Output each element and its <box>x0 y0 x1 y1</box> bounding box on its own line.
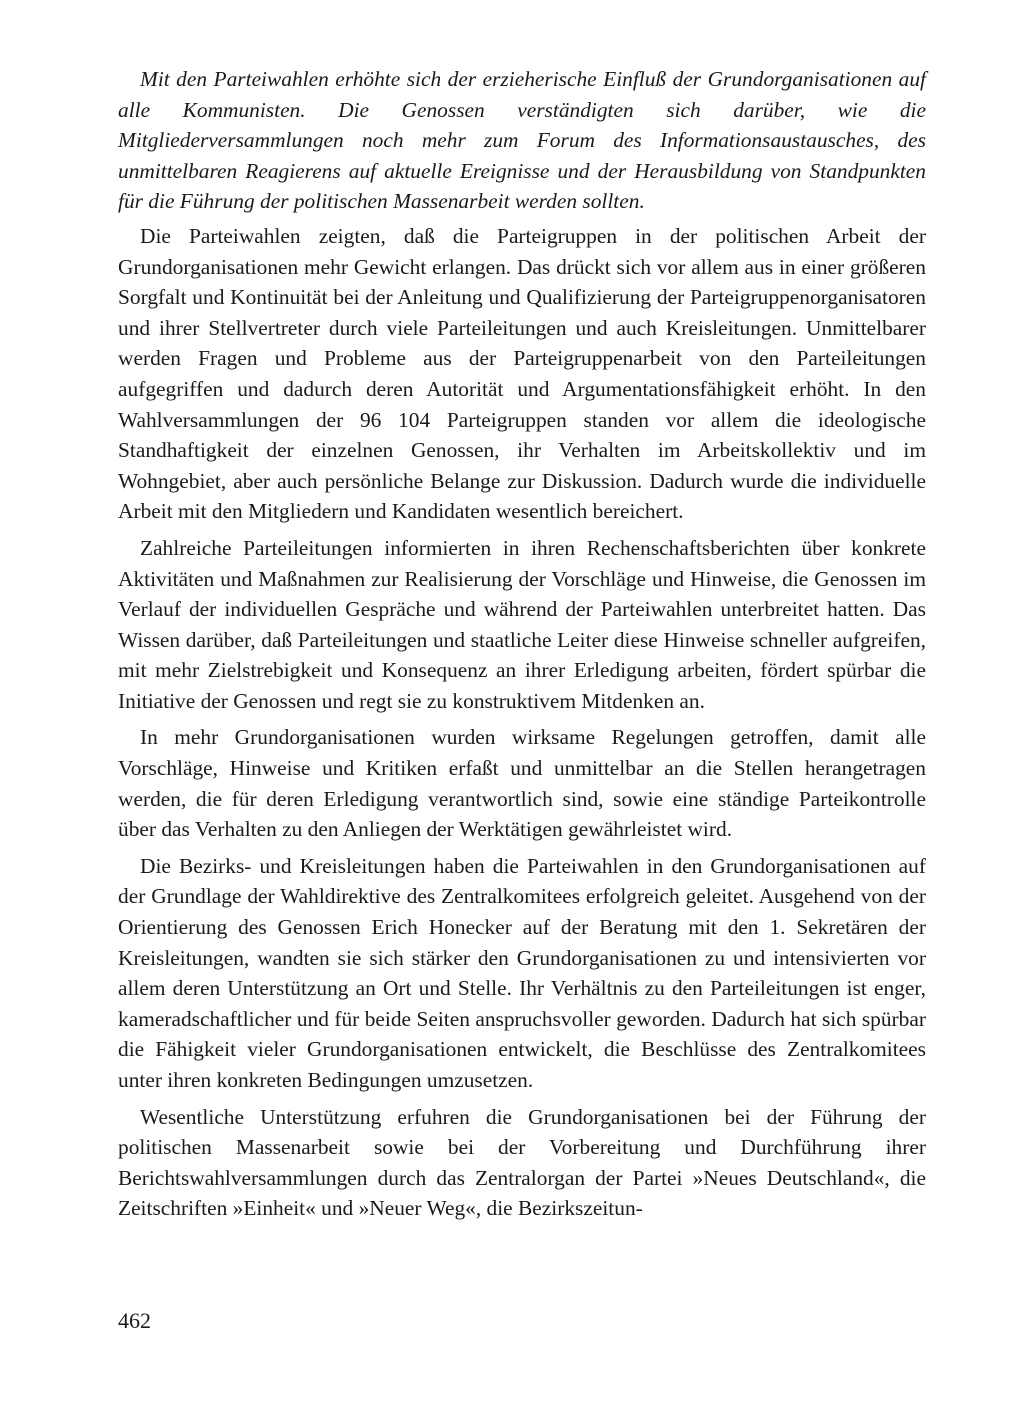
page-number: 462 <box>118 1308 151 1333</box>
paragraph-parteigruppen: Die Parteiwahlen zeigten, daß die Parteigruppen in der politischen Arbeit der Grundorganisationen mehr Gewicht erlangen. Das drückt sich vor allem aus in einer größeren Sorgfalt und Kontinuität bei der Anleitung und Qualifizierung der Parteigruppenorganisatoren und ihrer Stellvertreter durch viele Parteileitungen und auch Kreisleitungen. Unmittelbarer werden Fragen und Probleme aus der Parteigruppenarbeit von den Parteileitungen aufgegriffen und dadurch deren Autorität und Argumentationsfähigkeit erhöht. In den Wahlversammlungen der 96 104 Parteigruppen standen vor allem die ideologische Standhaftigkeit der einzelnen Genossen, ihr Verhalten im Arbeitskollektiv und im Wohngebiet, aber auch persönliche Belange zur Diskussion. Dadurch wurde die individuelle Arbeit mit den Mitgliedern und Kandidaten wesentlich bereichert. <box>118 223 926 524</box>
paragraph-parteileitungen: Zahlreiche Parteileitungen informierten in ihren Rechenschaftsberichten über konkrete Aktivitäten und Maßnahmen zur Realisierung der Vorschläge und Hinweise, die Genossen im Verlauf der individuellen Gespräche und während der Parteiwahlen unterbreitet hatten. Das Wissen darüber, daß Parteileitungen und staatliche Leiter diese Hinweise schneller aufgreifen, mit mehr Zielstrebigkeit und Konsequenz an ihrer Erledigung arbeiten, fördert spürbar die Initiative der Genossen und regt sie zu konstruktivem Mitdenken an. <box>118 535 926 713</box>
paragraph-unterstuetzung: Wesentliche Unterstützung erfuhren die Grundorganisationen bei der Führung der politischen Massenarbeit sowie bei der Vorbereitung und Durchführung ihrer Berichtswahlversammlungen durch das Zentralorgan der Partei »Neues Deutschland«, die Zeitschriften »Einheit« und »Neuer Weg«, die Bezirkszeitun- <box>118 1104 926 1221</box>
paragraph-bezirksleitungen: Die Bezirks- und Kreisleitungen haben die Parteiwahlen in den Grundorganisationen auf der Grundlage der Wahldirektive des Zentralkomitees erfolgreich geleitet. Ausgehend von der Orientierung des Genossen Erich Honecker auf der Beratung mit den 1. Sekretären der Kreisleitungen, wandten sie sich stärker den Grundorganisationen zu und intensivierten vor allem deren Unterstützung an Ort und Stelle. Ihr Verhältnis zu den Parteileitungen ist enger, kameradschaftlicher und für beide Seiten anspruchsvoller geworden. Dadurch hat sich spürbar die Fähigkeit vieler Grundorganisationen entwickelt, die Beschlüsse des Zentralkomitees unter ihren konkreten Bedingungen umzusetzen. <box>118 853 926 1092</box>
paragraph-intro: Mit den Parteiwahlen erhöhte sich der erzieherische Einfluß der Grundorganisationen auf alle Kommunisten. Die Genossen verständigten sich darüber, wie die Mitgliederversammlungen noch mehr zum Forum des Informationsaustausches, des unmittelbaren Reagierens auf aktuelle Ereignisse und der Herausbildung von Standpunkten für die Führung der politischen Massenarbeit werden sollten. <box>118 67 926 214</box>
paragraph-regelungen: In mehr Grundorganisationen wurden wirksame Regelungen getroffen, damit alle Vorschläge, Hinweise und Kritiken erfaßt und unmittelbar an die Stellen herangetragen werden, die für deren Erledigung verantwortlich sind, sowie eine ständige Parteikontrolle über das Verhalten zu den Anliegen der Werktätigen gewährleistet wird. <box>118 725 926 842</box>
page-body <box>118 64 926 1230</box>
